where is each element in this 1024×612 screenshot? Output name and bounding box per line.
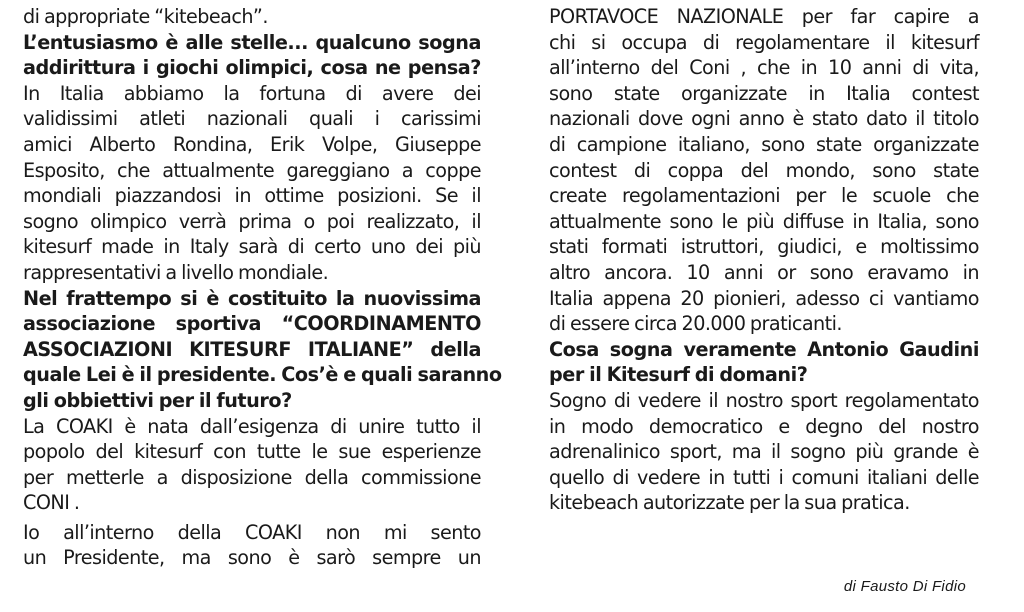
question-future [549, 337, 979, 388]
answer-future [549, 388, 979, 516]
answer-line: adrenalinico sport, ma il sogno più grande è [549, 440, 979, 464]
answer-line: attualmente sono le più diffuse in Italia, sono [549, 209, 979, 233]
answer-line: popolo del kitesurf con tutte le sue esperienze [23, 440, 481, 464]
answer-line: mondiali piazzandosi in ottime posizioni. Se il [23, 184, 481, 208]
answer-line: PORTAVOCE NAZIONALE per far capire a [549, 5, 979, 28]
intro-line: di appropriate “kitebeach”. [23, 5, 268, 28]
answer-line: altro ancora. 10 anni or sono eravamo in [549, 260, 979, 284]
left-column [23, 4, 502, 571]
answer-line: chi si occupa di regolamentare il kitesurf [549, 30, 979, 54]
question-line: quale Lei è il presidente. Cos’è e quali saranno [23, 363, 502, 387]
answer-line: Esposito, che attualmente gareggiano a coppe [23, 158, 481, 182]
answer-line: in modo democratico e degno del nostro [549, 414, 979, 438]
answer-line: all’interno del Coni , che in 10 anni di vita, [549, 56, 979, 80]
answer-coaki-part-1 [23, 414, 481, 516]
answer-line: Sogno di vedere il nostro sport regolamentato [549, 388, 979, 412]
answer-line: stati formati istruttori, giudici, e moltissimo [549, 235, 979, 259]
question-line: L’entusiasmo è alle stelle... qualcuno sogna [23, 30, 481, 54]
answer-line: amici Alberto Rondina, Erik Volpe, Giuseppe [23, 132, 481, 156]
question-line: ASSOCIAZIONI KITESURF ITALIANE” della [23, 337, 481, 361]
answer-line: kitesurf made in Italy sarà di certo uno dei più [23, 235, 481, 259]
answer-line: di campione italiano, sono state organizzate [549, 132, 979, 156]
answer-line: CONI . [23, 491, 80, 515]
question-line: addirittura i giochi olimpici, cosa ne pensa? [23, 56, 481, 80]
question-line: Nel frattempo si è costituito la nuovissima [23, 286, 481, 310]
question-olympics [23, 30, 481, 81]
question-line: gli obbiettivi per il futuro? [23, 388, 292, 412]
answer-line: Italia appena 20 pionieri, adesso ci vantiamo [549, 286, 979, 310]
question-line: associazione sportiva “COORDINAMENTO [23, 312, 481, 336]
answer-line: quello di vedere in tutti i comuni italiani delle [549, 465, 979, 489]
question-coaki [23, 286, 502, 414]
right-column [549, 4, 979, 516]
answer-olympics [23, 81, 481, 286]
answer-line: La COAKI è nata dall’esigenza di unire tutto il [23, 414, 481, 438]
answer-line: nazionali dove ogni anno è stato dato il titolo [549, 107, 979, 131]
answer-line: per metterle a disposizione della commissione [23, 465, 481, 489]
answer-line: sono state organizzate in Italia contest [549, 81, 979, 105]
answer-line: Io all’interno della COAKI non mi sento [23, 520, 481, 544]
answer-line: validissimi atleti nazionali quali i carissimi [23, 107, 481, 131]
answer-line: contest di coppa del mondo, sono state [549, 158, 979, 182]
answer-line: In Italia abbiamo la fortuna di avere dei [23, 81, 481, 105]
answer-line: di essere circa 20.000 praticanti. [549, 312, 842, 336]
answer-line: create regolamentazioni per le scuole che [549, 184, 979, 208]
author-byline: di Fausto Di Fidio [843, 578, 966, 595]
answer-line: kitebeach autorizzate per la sua pratica. [549, 491, 910, 515]
question-line: Cosa sogna veramente Antonio Gaudini [549, 337, 979, 361]
question-line: per il Kitesurf di domani? [549, 363, 808, 387]
answer-line: rappresentativi a livello mondiale. [23, 260, 329, 284]
answer-line: un Presidente, ma sono è sarò sempre un [23, 546, 481, 570]
answer-line: sogno olimpico verrà prima o poi realizzato, il [23, 209, 481, 233]
answer-coaki-continued [549, 4, 979, 337]
answer-coaki-part-2 [23, 520, 481, 571]
